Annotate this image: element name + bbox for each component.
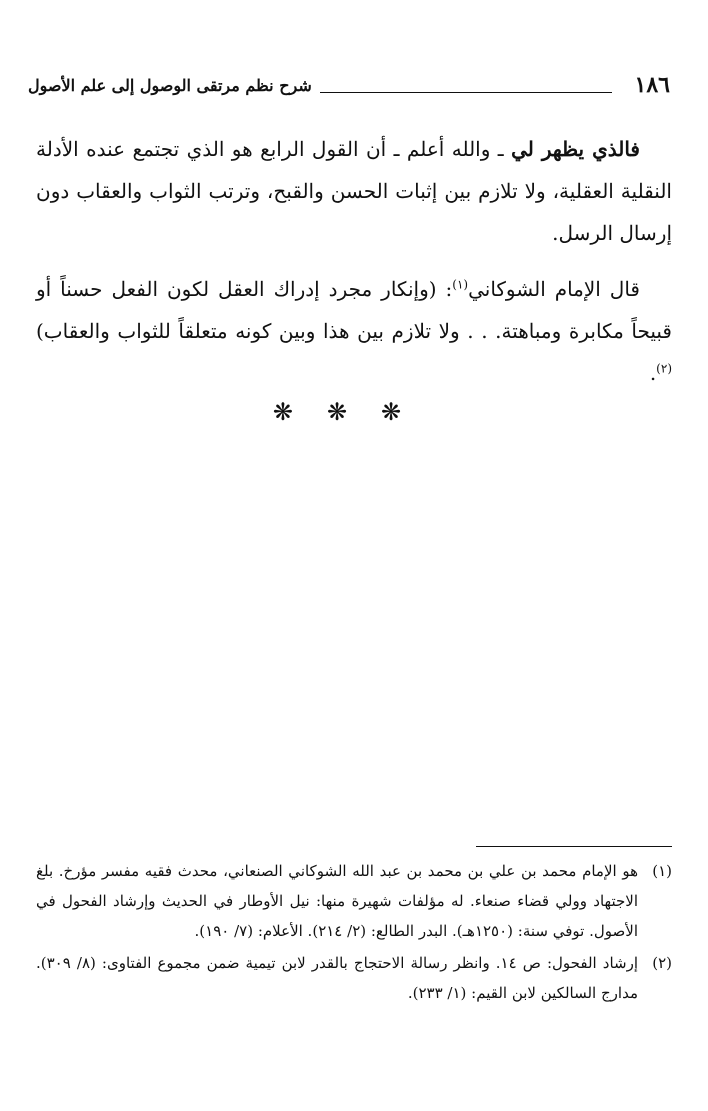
paragraph-1-lead: فالذي يظهر لي bbox=[511, 137, 640, 161]
paragraph-2-quote: : (وإنكار مجرد إدراك العقل لكون الفعل حسناً أو قبيحاً مكابرة ومباهتة. . . ولا تلازم بين هذا وبين كونه متعلقاً للثواب والعقاب) bbox=[36, 277, 672, 343]
footnote-ref-2: (٢) bbox=[656, 361, 672, 376]
footnote-ref-1: (١) bbox=[452, 277, 469, 292]
page-number: ١٨٦ bbox=[634, 72, 670, 98]
footnote-number: (١) bbox=[652, 862, 672, 880]
footnotes bbox=[36, 856, 672, 1010]
footnote-separator bbox=[476, 846, 672, 847]
footnote-text: إرشاد الفحول: ص ١٤. وانظر رسالة الاحتجاج بالقدر لابن تيمية ضمن مجموع الفتاوى: (٨/ ٣٠٩). مدارج السالكين لابن القيم: (١/ ٢٣٣). bbox=[36, 954, 638, 1002]
paragraph-2-end: . bbox=[649, 361, 657, 385]
running-title: شرح نظم مرتقى الوصول إلى علم الأصول bbox=[28, 76, 312, 95]
paragraph-2 bbox=[36, 268, 672, 394]
footnote-number: (٢) bbox=[652, 954, 672, 972]
page-header bbox=[28, 72, 674, 102]
main-text bbox=[36, 128, 672, 408]
paragraph-1-text: ـ والله أعلم ـ أن القول الرابع هو الذي تجتمع عنده الأدلة النقلية العقلية، ولا تلازم بين إثبات الحسن والقبح، وترتب الثواب والعقاب دون إرسال الرسل. bbox=[36, 137, 672, 245]
paragraph-2-start: قال الإمام الشوكاني bbox=[468, 277, 640, 301]
footnote-item bbox=[36, 856, 672, 946]
footnote-item bbox=[36, 948, 672, 1008]
paragraph-1 bbox=[36, 128, 672, 254]
header-rule bbox=[320, 92, 612, 93]
footnote-text: هو الإمام محمد بن علي بن محمد بن عبد الله الشوكاني الصنعاني، محدث فقيه مفسر مؤرخ. بلغ الاجتهاد وولي قضاء صنعاء. له مؤلفات شهيرة منها: نيل الأوطار في الحديث وإرشاد الفحول في الأصول. توفي سنة: (١٢٥٠هـ). البدر الطالع: (٢/ ٢١٤). الأعلام: (٧/ ١٩٠). bbox=[36, 862, 638, 940]
section-ornament-icon: ❋❋❋ bbox=[272, 398, 436, 426]
